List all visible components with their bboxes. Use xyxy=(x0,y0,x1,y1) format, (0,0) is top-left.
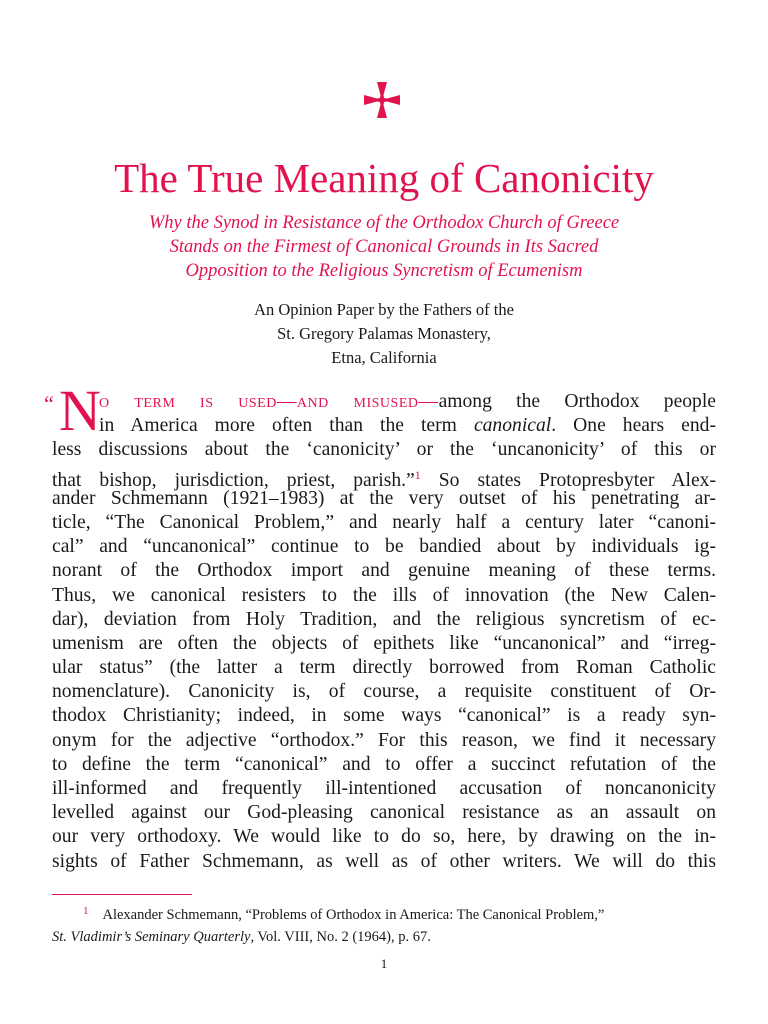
body-line: o term is used—and misused—among the Orthodox people xyxy=(99,391,716,412)
body-line: dar), deviation from Holy Tradition, and the religious syncretism of ec- xyxy=(52,608,716,630)
body-line: nomenclature). Canonicity is, of course, a requisite constituent of Or- xyxy=(52,681,716,703)
footnote-rule xyxy=(52,894,192,895)
body-line: less discussions about the ‘canonicity’ or the ‘uncanonicity’ of this or xyxy=(52,439,716,461)
body-line: Thus, we canonical resisters to the ills of innovation (the New Calen- xyxy=(52,584,716,606)
author-block xyxy=(0,298,768,370)
author-line: An Opinion Paper by the Fathers of the xyxy=(254,300,514,319)
subtitle-line: Opposition to the Religious Syncretism of Ecumenism xyxy=(185,261,583,281)
body-line: norant of the Orthodox import and genuine meaning of these terms. xyxy=(52,560,716,582)
body-line: our very orthodoxy. We would like to do so, here, by drawing on the in- xyxy=(52,826,716,848)
page-title: The True Meaning of Canonicity xyxy=(114,155,654,201)
page-number: 1 xyxy=(380,956,388,971)
body-line: ular status” (the latter a term directly borrowed from Roman Catholic xyxy=(52,657,716,679)
footnote xyxy=(52,900,720,948)
body-line: umenism are often the objects of epithets like “uncanonical” and “irreg- xyxy=(52,632,716,654)
footnote-line: St. Vladimir’s Seminary Quarterly, Vol. VIII, No. 2 (1964), p. 67. xyxy=(52,929,431,945)
subtitle-line: Why the Synod in Resistance of the Orthodox Church of Greece xyxy=(148,213,620,233)
body-line: thodox Christianity; indeed, in some ways “canonical” is a ready syn- xyxy=(52,705,716,727)
body-line: sights of Father Schmemann, as well as of other writers. We will do this xyxy=(52,850,716,872)
body-line: to define the term “canonical” and to offer a succinct refutation of the xyxy=(52,753,716,775)
footnote-line: $^1$ Alexander Schmemann, “Problems of Orthodox in America: The Canonical Problem,” xyxy=(83,905,605,923)
body-line: in America more often than the term canonical. One hears end- xyxy=(99,415,716,437)
body-text xyxy=(44,378,716,874)
body-line: cal” and “uncanonical” continue to be bandied about by individuals ig- xyxy=(52,536,716,558)
body-line: ander Schmemann (1921–1983) at the very outset of his penetrating ar- xyxy=(52,487,716,509)
small-caps-lead: o term is used—and misused— xyxy=(99,391,439,412)
cross-pattee-icon xyxy=(362,80,402,120)
footnote-number: 1 xyxy=(83,905,89,917)
footnote-reference[interactable]: 1 xyxy=(414,467,421,482)
body-line: onym for the adjective “orthodox.” For this reason, we find it necessary xyxy=(52,729,716,751)
drop-cap: N xyxy=(59,378,101,443)
body-line: that bishop, jurisdiction, priest, parish.”$^1$ So states Protopresbyter Alex- xyxy=(52,467,716,491)
author-line: St. Gregory Palamas Monastery, xyxy=(277,324,491,343)
opening-quote: “ xyxy=(44,391,54,416)
body-line: ticle, “The Canonical Problem,” and nearly half a century later “canoni- xyxy=(52,511,716,533)
body-line: ill-informed and frequently ill-intentioned accusation of noncanonicity xyxy=(52,778,716,799)
author-line: Etna, California xyxy=(331,348,437,367)
subtitle-line: Stands on the Firmest of Canonical Grounds in Its Sacred xyxy=(169,237,599,257)
subtitle xyxy=(84,211,684,283)
body-line: levelled against our God-pleasing canonical resistance as an assault on xyxy=(52,802,716,824)
